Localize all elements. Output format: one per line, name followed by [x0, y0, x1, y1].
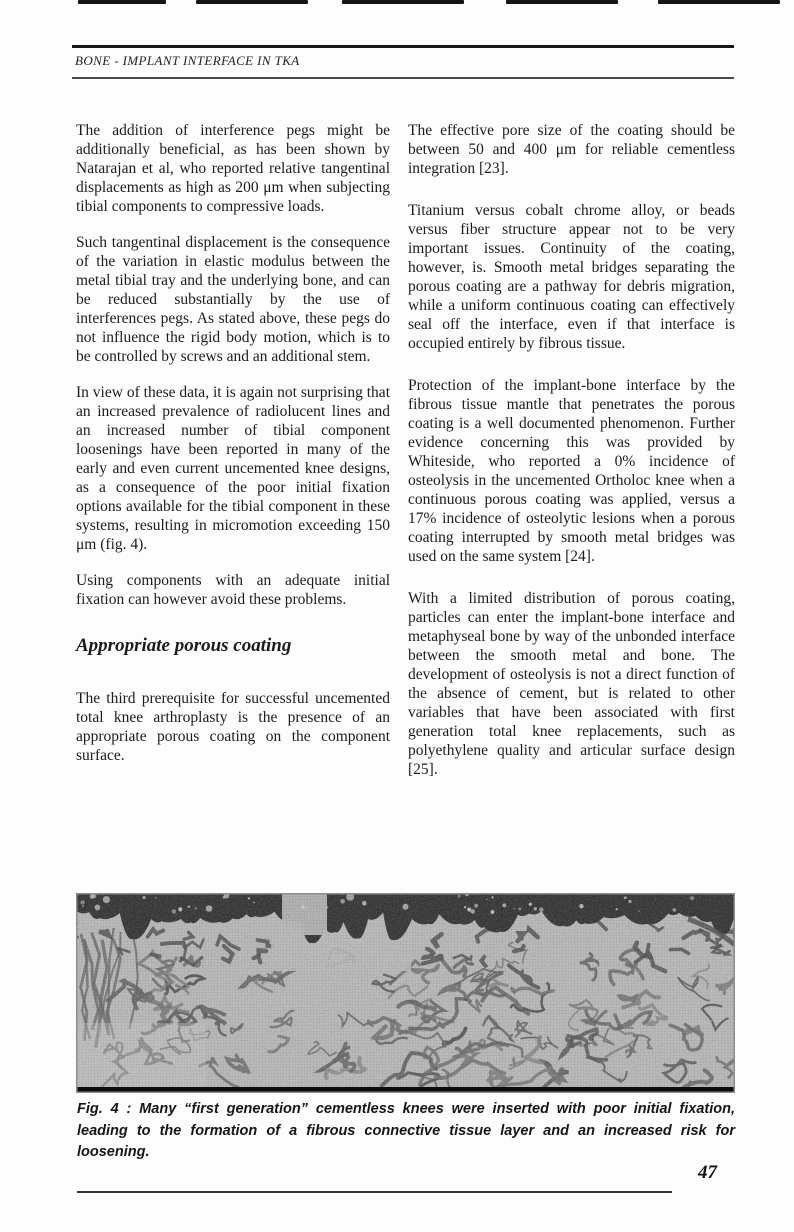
- paragraph: The third prerequisite for successful uncemented total knee arthroplasty is the presence of an appropriate porous coating on the component surface.: [76, 690, 390, 764]
- header-rule-bottom: [72, 77, 734, 79]
- page-number: 47: [698, 1162, 717, 1183]
- paragraph: The effective pore size of the coating should be between 50 and 400 μm for reliable cementless integration [23].: [408, 122, 735, 177]
- scan-artifact: [78, 0, 166, 4]
- footer-rule: [77, 1191, 672, 1193]
- paragraph: Titanium versus cobalt chrome alloy, or beads versus fiber structure appear not to be very important issues. Continuity of the coating, however, is. Smooth metal bridges separating the porous coating are a pathway for debris migration, while a uniform continuous coating can effectively seal off the interface, even if that interface is occupied entirely by fibrous tissue.: [408, 202, 735, 352]
- scan-artifact: [506, 0, 618, 4]
- scan-artifact: [658, 0, 780, 4]
- section-heading: Appropriate porous coating: [76, 635, 292, 656]
- paragraph: Such tangentinal displacement is the consequence of the variation in elastic modulus between the metal tibial tray and the underlying bone, and can be reduced substantially by the use of interferences pegs. As stated above, these pegs do not influence the rigid body motion, which is to be controlled by screws and an additional stem.: [76, 234, 390, 365]
- paragraph: The addition of interference pegs might be additionally beneficial, as has been shown by Natarajan et al, who reported relative tangentinal displacements as high as 200 μm when subjecting tibial components to compressive loads.: [76, 122, 390, 215]
- paragraph: With a limited distribution of porous coating, particles can enter the implant-bone interface and metaphyseal bone by way of the unbonded interface between the smooth metal and bone. The development of osteolysis is not a direct function of the absence of cement, but is related to other variables that have been associated with first generation total knee replacements, such as polyethylene quality and articular surface design [25].: [408, 590, 735, 778]
- figure-caption-label: Fig. 4 :: [77, 1101, 132, 1117]
- paragraph: In view of these data, it is again not surprising that an increased prevalence of radiolucent lines and an increased number of tibial component loosenings have been reported in many of the early and even current uncemented knee designs, as a consequence of the poor initial fixation options available for the tibial component in these systems, resulting in micromotion exceeding 150 μm (fig. 4).: [76, 384, 390, 553]
- figure-caption: [77, 1099, 735, 1164]
- scan-artifact: [342, 0, 464, 4]
- header-rule-top: [72, 45, 734, 48]
- figure: [76, 893, 735, 1093]
- figure-caption-text: Many “first generation” cementless knees were inserted with poor initial fixation, leading to the formation of a fibrous connective tissue layer and an increased risk for loosening.: [77, 1101, 735, 1160]
- figure-image: [76, 893, 735, 1093]
- right-column: [408, 121, 735, 802]
- paragraph: Using components with an adequate initial fixation can however avoid these problems.: [76, 572, 390, 608]
- running-title: BONE - IMPLANT INTERFACE IN TKA: [75, 53, 300, 68]
- paragraph: Protection of the implant-bone interface by the fibrous tissue mantle that penetrates the porous coating is a well documented phenomenon. Further evidence concerning this was provided by Whiteside, who reported a 0% incidence of osteolysis in the uncemented Ortholoc knee when a continuous porous coating was applied, versus a 17% incidence of osteolytic lesions when a porous coating interrupted by smooth metal bridges was used on the same system [24].: [408, 377, 735, 565]
- scan-artifact: [196, 0, 308, 4]
- left-column: [76, 121, 390, 782]
